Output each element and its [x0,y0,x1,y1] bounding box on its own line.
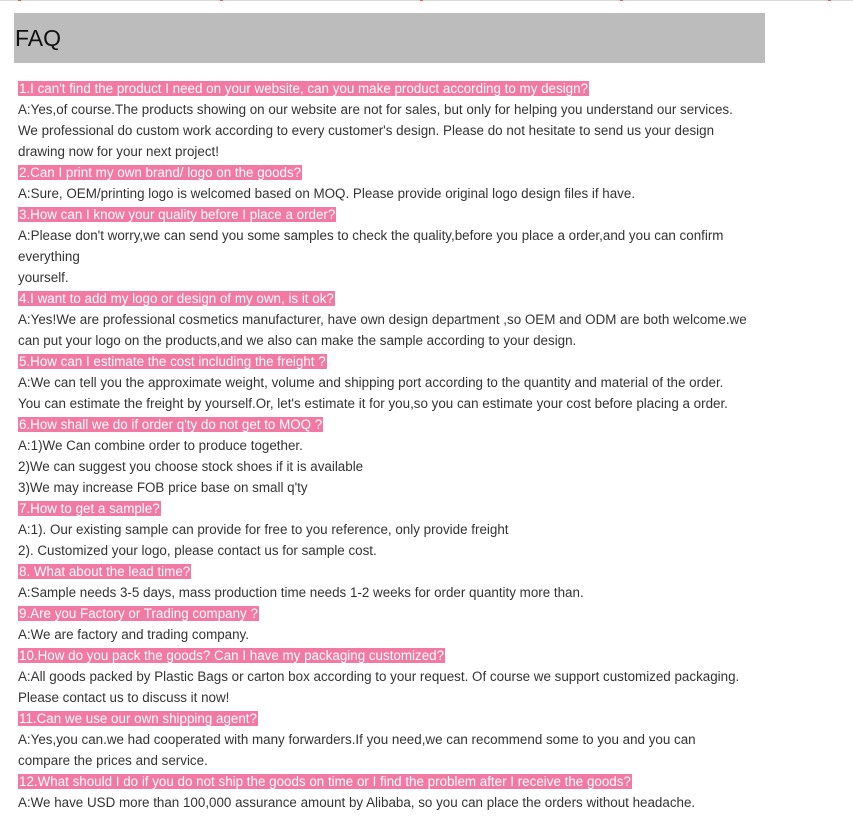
faq-item [18,603,778,645]
faq-question-text: 9.Are you Factory or Trading company ? [19,606,258,621]
faq-answer: A:1)We Can combine order to produce together. 2)We can suggest you choose stock shoes if it is available 3)We may increase FOB price base on small q'ty [18,438,364,495]
faq-question [18,204,778,225]
faq-question [18,162,778,183]
faq-question-text: 10.How do you pack the goods? Can I have my packaging customized? [19,648,445,663]
faq-header [14,13,765,63]
border-dash [620,0,623,1]
faq-question-text: 1.I can't find the product I need on your website, can you make product according to my design? [19,81,589,96]
faq-answer: A:We are factory and trading company. [18,627,249,642]
faq-answer: A:Please don't worry,we can send you some samples to check the quality,before you place a order,and you can confirm everything yourself. [18,228,724,285]
faq-question-text: 12.What should I do if you do not ship the goods on time or I find the problem after I receive the goods? [19,774,631,789]
faq-question [18,645,778,666]
faq-item [18,645,778,708]
faq-question-text: 2.Can I print my own brand/ logo on the goods? [19,165,302,180]
faq-item [18,351,778,414]
faq-answer: A:Yes,of course.The products showing on our website are not for sales, but only for helping you understand our services. We professional do custom work according to every customer's design. Please do not hesitate to send us your design drawing now for your next project! [18,102,733,159]
faq-question [18,603,778,624]
faq-item [18,78,778,162]
top-border [0,0,853,1]
faq-answer: A:Yes,you can.we had cooperated with many forwarders.If you need,we can recommend some to you and you can compare the prices and service. [18,732,696,768]
faq-item [18,288,778,351]
faq-question [18,288,778,309]
faq-answer: A:1). Our existing sample can provide for free to you reference, only provide freight 2). Customized your logo, please contact us for sample cost. [18,522,509,558]
faq-question [18,78,778,99]
faq-answer: A:All goods packed by Plastic Bags or carton box according to your request. Of course we support customized packaging. Please contact us to discuss it now! [18,669,740,705]
faq-list [18,78,778,813]
faq-item [18,414,778,498]
faq-item [18,771,778,813]
faq-item [18,162,778,204]
border-dash [220,0,223,1]
faq-question-text: 4.I want to add my logo or design of my own, is it ok? [19,291,334,306]
faq-question-text: 5.How can I estimate the cost including the freight ? [19,354,326,369]
border-dash [420,0,423,1]
border-dash [18,0,21,1]
faq-question [18,771,778,792]
faq-question [18,498,778,519]
faq-question-text: 11.Can we use our own shipping agent? [19,711,257,726]
faq-item [18,561,778,603]
faq-question-text: 7.How to get a sample? [19,501,160,516]
faq-item [18,498,778,561]
page-title: FAQ [15,25,62,51]
faq-question [18,708,778,729]
faq-question [18,414,778,435]
faq-question-text: 8. What about the lead time? [19,564,191,579]
faq-question [18,351,778,372]
faq-answer: A:Sure, OEM/printing logo is welcomed based on MOQ. Please provide original logo design files if have. [18,186,636,201]
faq-answer: A:Yes!We are professional cosmetics manufacturer, have own design department ,so OEM and ODM are both welcome.we can put your logo on the products,and we also can make the sample according to your design. [18,312,747,348]
border-dash [828,0,831,1]
faq-question-text: 6.How shall we do if order q'ty do not get to MOQ ? [19,417,323,432]
faq-answer: A:Sample needs 3-5 days, mass production time needs 1-2 weeks for order quantity more than. [18,585,584,600]
faq-question-text: 3.How can I know your quality before I place a order? [19,207,336,222]
faq-item [18,204,778,288]
faq-question [18,561,778,582]
faq-answer: A:We can tell you the approximate weight, volume and shipping port according to the quantity and material of the order. You can estimate the freight by yourself.Or, let's estimate it for you,so you can estimate your cost before placing a order. [18,375,728,411]
faq-answer: A:We have USD more than 100,000 assurance amount by Alibaba, so you can place the orders without headache. [18,795,696,810]
faq-item [18,708,778,771]
